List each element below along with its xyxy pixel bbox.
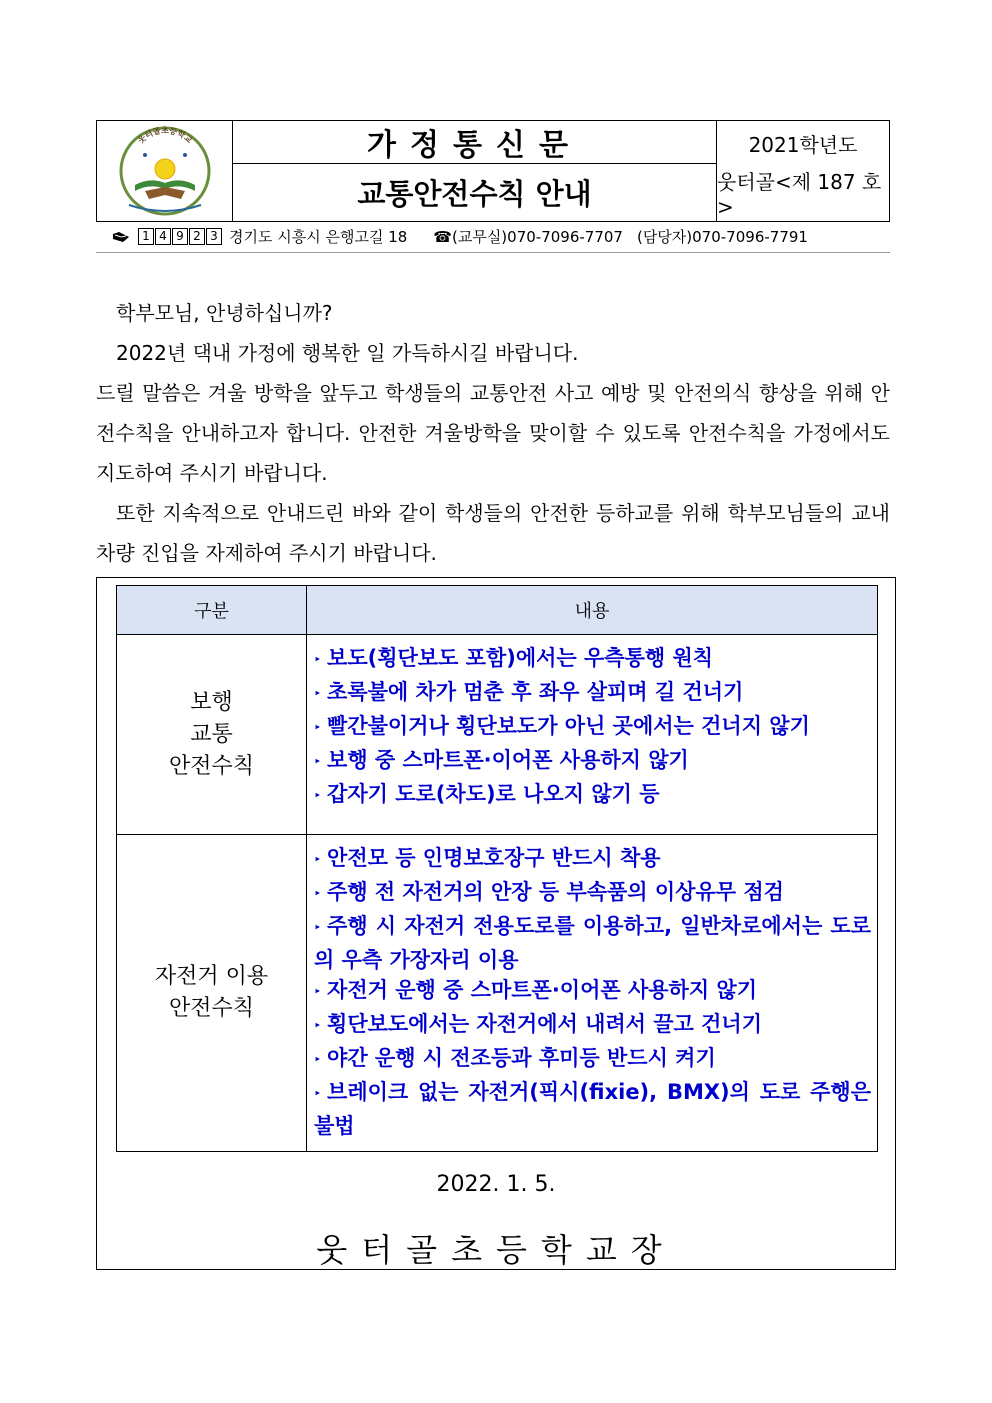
school-year: 2021학년도 (748, 132, 858, 157)
bullet-icon: ‣ (314, 887, 322, 900)
postal-digit: 1 (138, 228, 154, 245)
bullet-icon: ‣ (314, 985, 322, 998)
rule-item: ‣ 갑자기 도로(차도)로 나오지 않기 등 (314, 782, 660, 806)
school-logo-icon (115, 125, 215, 217)
postal-digit: 2 (189, 228, 205, 245)
rule-item: ‣ 주행 시 자전거 전용도로를 이용하고, 일반차로에서는 도로의 우측 가장자리 이용 (314, 914, 871, 972)
table-row (117, 835, 878, 1152)
bullet-icon: ‣ (314, 1053, 322, 1066)
rule-item: ‣ 빨간불이거나 횡단보도가 아닌 곳에서는 건너지 않기 (314, 714, 810, 738)
svg-text:웃터골초등학교: 웃터골초등학교 (135, 125, 194, 146)
bullet-icon: ‣ (314, 789, 322, 802)
office-phone: ☎(교무실)070-7096-7707 (433, 228, 623, 246)
rule-item: ‣ 보행 중 스마트폰·이어폰 사용하지 않기 (314, 748, 689, 772)
category-line: 교통 (190, 721, 233, 747)
issue-cell (717, 121, 889, 221)
bullet-icon: ‣ (314, 687, 322, 700)
greeting: 학부모님, 안녕하십니까? (116, 301, 333, 325)
category-walking (117, 635, 307, 835)
paragraph-vehicle: 또한 지속적으로 안내드린 바와 같이 학생들의 안전한 등하교를 위해 학부모님들의 교내 차량 진입을 자제하여 주시기 바랍니다. (96, 501, 890, 565)
table-header-row (117, 586, 878, 635)
school-address: 경기도 시흥시 은행고길 18 (229, 228, 408, 246)
paragraph-main: 드릴 말씀은 겨울 방학을 앞두고 학생들의 교통안전 사고 예방 및 안전의식 향상을 위해 안전수칙을 안내하고자 합니다. 안전한 겨울방학을 맞이할 수 있도록 안전수칙을 가정에서도 지도하여 주시기 바랍니다. (96, 381, 890, 485)
category-line: 보행 (190, 689, 233, 715)
table-row (117, 635, 878, 835)
rule-item: ‣ 초록불에 차가 멈춘 후 좌우 살피며 길 건너기 (314, 680, 744, 704)
postal-digit: 4 (155, 228, 171, 245)
rule-item: ‣ 횡단보도에서는 자전거에서 내려서 끌고 건너기 (314, 1012, 762, 1036)
divider (96, 252, 890, 253)
category-bicycle (117, 835, 307, 1152)
header-content: 내용 (307, 586, 878, 635)
postal-code (138, 228, 223, 245)
rule-item: ‣ 야간 운행 시 전조등과 후미등 반드시 켜기 (314, 1046, 716, 1070)
bullet-icon: ‣ (314, 653, 322, 666)
rule-item: ‣ 보도(횡단보도 포함)에서는 우측통행 원칙 (314, 646, 714, 670)
newsletter-title: 가정통신문 (233, 121, 716, 164)
bullet-icon: ‣ (314, 1019, 322, 1032)
title-cell (233, 121, 717, 221)
principal-signature: 웃터골초등학교장 (316, 1231, 676, 1269)
header-category: 구분 (117, 586, 307, 635)
contact-line (112, 226, 808, 247)
rule-item: ‣ 안전모 등 인명보호장구 반드시 착용 (314, 846, 661, 870)
letter-body (96, 293, 890, 573)
rules-bicycle (307, 835, 878, 1152)
category-line: 안전수칙 (168, 996, 254, 1021)
newsletter-subject: 교통안전수칙 안내 (357, 177, 592, 211)
rules-walking (307, 635, 878, 835)
category-line: 안전수칙 (168, 753, 254, 779)
bullet-icon: ‣ (314, 721, 322, 734)
rule-item: ‣ 주행 전 자전거의 안장 등 부속품의 이상유무 점검 (314, 880, 784, 904)
rule-item: ‣ 브레이크 없는 자전거(픽시(fixie), BMX)의 도로 주행은 불법 (314, 1080, 871, 1138)
bullet-icon: ‣ (314, 755, 322, 768)
safety-rules-table (116, 585, 878, 1152)
bullet-icon: ‣ (314, 1087, 322, 1100)
envelope-icon (112, 231, 130, 243)
bullet-icon: ‣ (314, 853, 322, 866)
school-logo-cell (97, 121, 233, 221)
issue-date: 2022. 1. 5. (436, 1172, 556, 1197)
new-year-wish: 2022년 댁내 가정에 행복한 일 가득하시길 바랍니다. (116, 341, 579, 365)
newsletter-header (96, 120, 890, 222)
issue-number: 웃터골<제 187 호> (717, 169, 882, 219)
staff-phone: (담당자)070-7096-7791 (636, 228, 808, 246)
postal-digit: 3 (206, 228, 222, 245)
rule-item: ‣ 자전거 운행 중 스마트폰·이어폰 사용하지 않기 (314, 978, 757, 1002)
postal-digit: 9 (172, 228, 188, 245)
bullet-icon: ‣ (314, 921, 322, 934)
category-line: 자전거 이용 (154, 964, 269, 989)
